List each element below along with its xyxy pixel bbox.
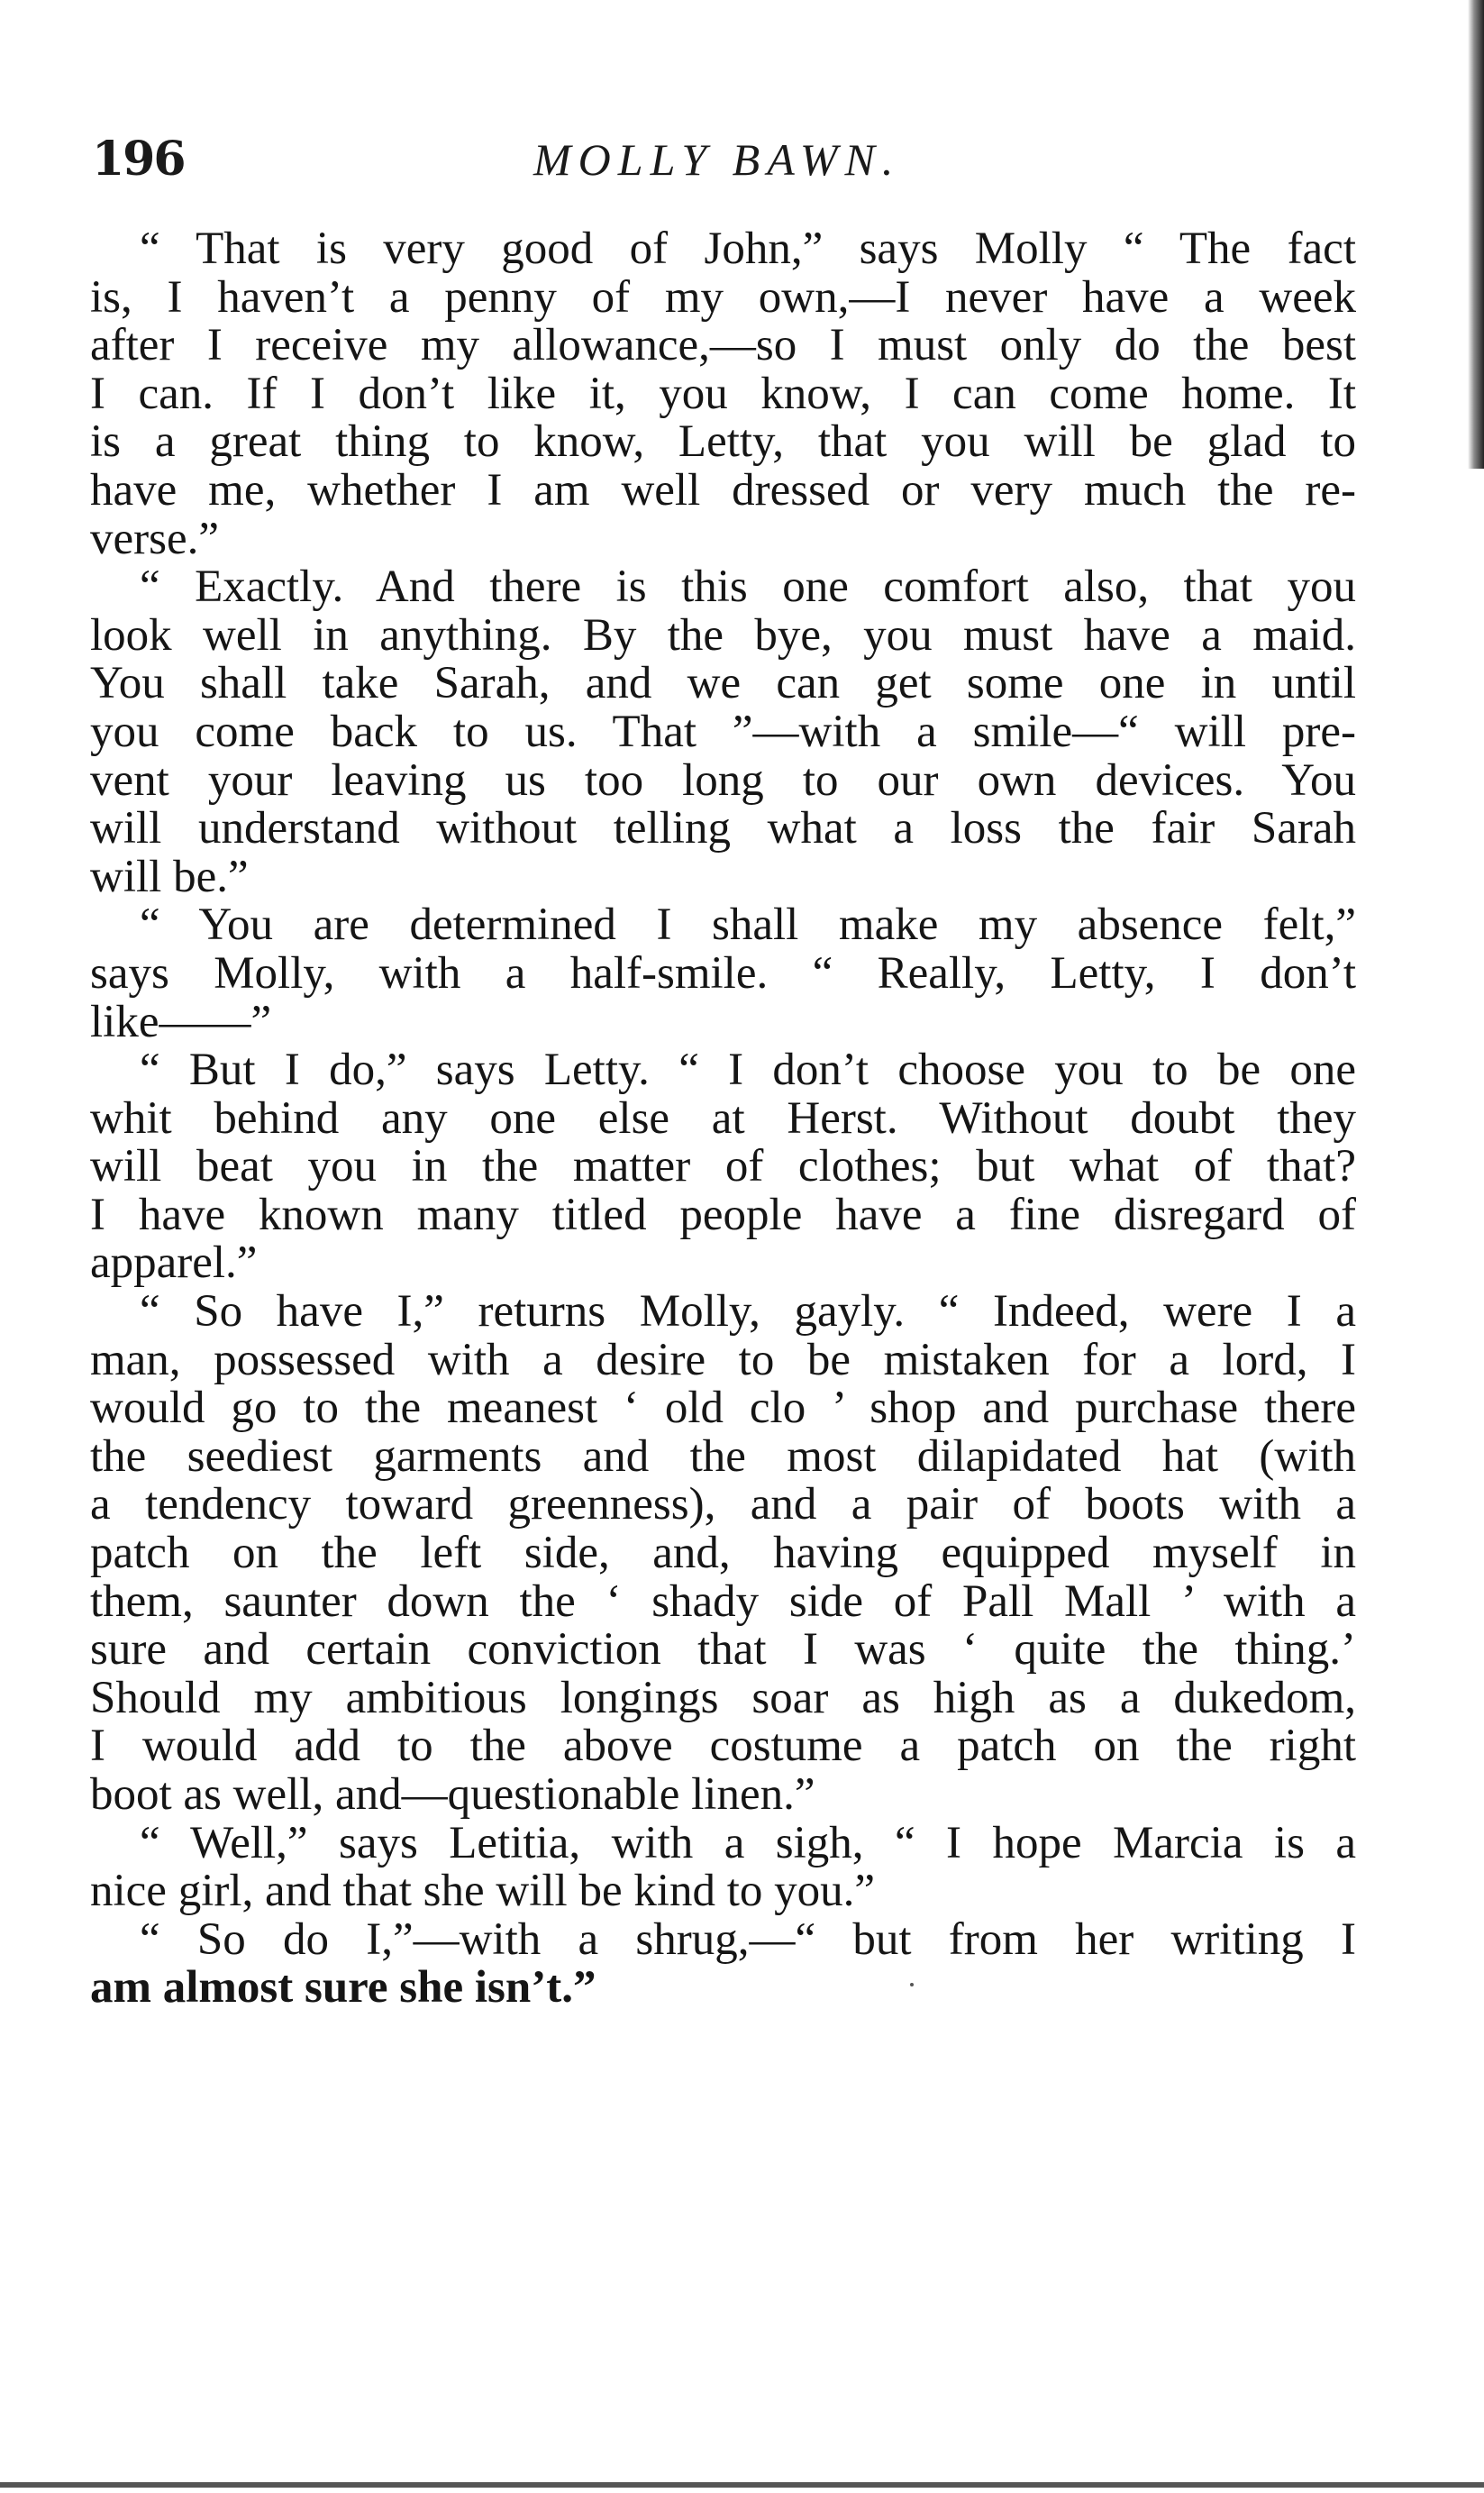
text-line: will beat you in the matter of clothes; but what of that? [90, 1143, 1356, 1192]
text-line: “ But I do,” says Letty. “ I don’t choose you to be one [140, 1046, 1356, 1095]
text-line: verse.” [90, 515, 219, 564]
text-line: “ You are determined I shall make my absence felt,” [140, 901, 1356, 950]
text-line: nice girl, and that she will be kind to you.” [90, 1867, 876, 1916]
text-line: apparel.” [90, 1239, 258, 1289]
text-line: “ So do I,”—with a shrug,—“ but from her writing I [140, 1915, 1356, 1965]
running-head: MOLLY BAWN. [533, 134, 901, 185]
text-line: is a great thing to know, Letty, that you will be glad to [90, 418, 1356, 467]
text-line: you come back to us. That ”—with a smile—“ will pre- [90, 708, 1356, 757]
text-line: look well in anything. By the bye, you must have a maid. [90, 611, 1356, 661]
text-line: would go to the meanest ‘ old clo ’ shop and purchase there [90, 1384, 1356, 1433]
bottom-page-edge [0, 2482, 1484, 2488]
text-line: a tendency toward greenness), and a pair of boots with a [90, 1481, 1356, 1530]
page-number: 196 [92, 132, 185, 187]
body-text [90, 225, 1356, 2013]
text-line: them, saunter down the ‘ shady side of Pall Mall ’ with a [90, 1577, 1356, 1627]
text-line: You shall take Sarah, and we can get some one in until [90, 660, 1356, 708]
text-line: whit behind any one else at Herst. Without doubt they [90, 1094, 1356, 1144]
text-line: after I receive my allowance,—so I must only do the best [90, 322, 1356, 370]
paper-speck [910, 1983, 914, 1986]
text-line: am almost sure she isn’t.” [90, 1964, 596, 2013]
text-line: “ That is very good of John,” says Molly “ The fact [140, 225, 1356, 274]
text-line: I would add to the above costume a patch on the right [90, 1722, 1356, 1771]
text-line: boot as well, and—questionable linen.” [90, 1771, 815, 1820]
text-line: patch on the left side, and, having equipped myself in [90, 1530, 1356, 1578]
text-line: man, possessed with a desire to be mistaken for a lord, I [90, 1336, 1356, 1385]
text-line: is, I haven’t a penny of my own,—I never have a week [90, 273, 1356, 323]
text-line: “ Exactly. And there is this one comfort also, that you [140, 563, 1356, 612]
page-header [92, 126, 1353, 189]
text-line: “ Well,” says Letitia, with a sigh, “ I hope Marcia is a [140, 1819, 1356, 1868]
text-line: will understand without telling what a loss the fair Sarah [90, 805, 1356, 854]
page-edge-shadow [1468, 0, 1484, 469]
text-line: will be.” [90, 853, 249, 902]
text-line: Should my ambitious longings soar as high as a dukedom, [90, 1674, 1356, 1723]
text-line: the seediest garments and the most dilapidated hat (with [90, 1432, 1356, 1482]
text-line: says Molly, with a half-smile. “ Really, Letty, I don’t [90, 949, 1356, 999]
text-line: like——” [90, 998, 272, 1047]
text-line: I can. If I don’t like it, you know, I can come home. It [90, 370, 1356, 419]
text-line: vent your leaving us too long to our own devices. You [90, 756, 1356, 806]
text-line: have me, whether I am well dressed or very much the re- [90, 466, 1356, 516]
text-line: sure and certain conviction that I was ‘ quite the thing.’ [90, 1626, 1356, 1675]
text-line: I have known many titled people have a fine disregard of [90, 1191, 1356, 1240]
text-line: “ So have I,” returns Molly, gayly. “ Indeed, were I a [140, 1288, 1356, 1337]
